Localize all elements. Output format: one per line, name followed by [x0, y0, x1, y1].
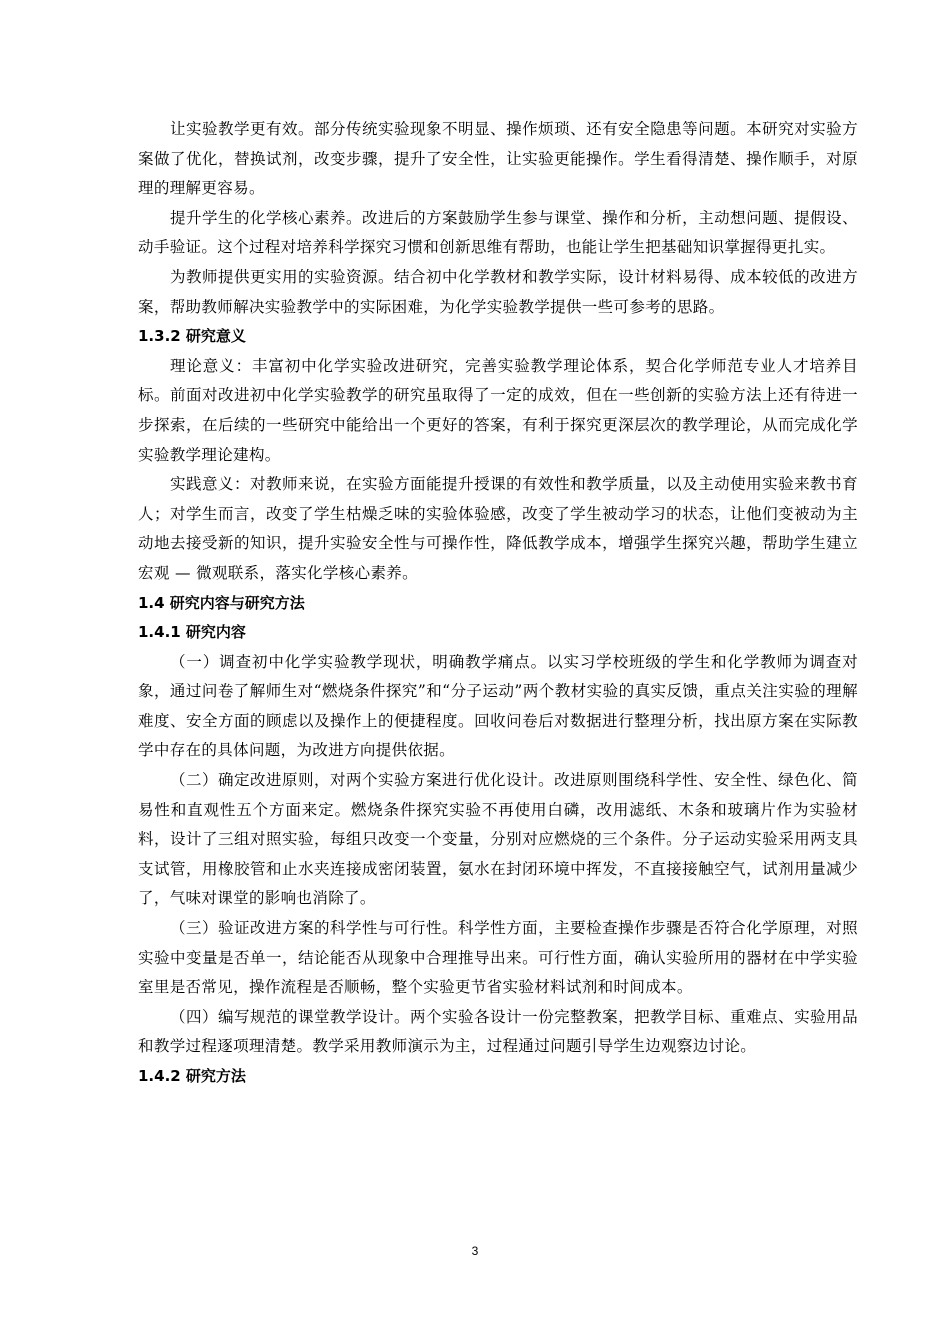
heading-1-4-2: 1.4.2 研究方法 [138, 1067, 246, 1085]
paragraph-content-4: （四）编写规范的课堂教学设计。两个实验各设计一份完整教案，把教学目标、重难点、实验用品和教学过程逐项理清楚。教学采用教师演示为主，过程通过问题引导学生边观察边讨论。 [138, 1007, 858, 1056]
paragraph-content-2: （二）确定改进原则，对两个实验方案进行优化设计。改进原则围绕科学性、安全性、绿色化、简易性和直观性五个方面来定。燃烧条件探究实验不再使用白磷，改用滤纸、木条和玻璃片作为实验材料，设计了三组对照实验，每组只改变一个变量，分别对应燃烧的三个条件。分子运动实验采用两支具支试管，用橡胶管和止水夹连接成密闭装置，氨水在封闭环境中挥发，不直接接触空气，试剂用量减少了，气味对课堂的影响也消除了。 [138, 771, 858, 908]
paragraph-effective-teaching: 让实验教学更有效。部分传统实验现象不明显、操作烦琐、还有安全隐患等问题。本研究对实验方案做了优化，替换试剂，改变步骤，提升了安全性，让实验更能操作。学生看得清楚、操作顺手，对原理的理解更容易。 [138, 120, 858, 198]
heading-1-4: 1.4 研究内容与研究方法 [138, 593, 305, 612]
heading-1-4-1: 1.4.1 研究内容 [138, 623, 246, 642]
paragraph-core-literacy: 提升学生的化学核心素养。改进后的方案鼓励学生参与课堂、操作和分析，主动想问题、提假设、动手验证。这个过程对培养科学探究习惯和创新思维有帮助，也能让学生把基础知识掌握得更扎实。 [138, 208, 858, 257]
paragraph-content-1: （一）调查初中化学实验教学现状，明确教学痛点。以实习学校班级的学生和化学教师为调查对象，通过问卷了解师生对“燃烧条件探究”和“分子运动”两个教材实验的真实反馈，重点关注实验的理解难度、安全方面的顾虑以及操作上的便捷程度。回收问卷后对数据进行整理分析，找出原方案在实际教学中存在的具体问题，为改进方向提供依据。 [138, 652, 858, 760]
page-number: 3 [471, 1244, 479, 1258]
document-page [138, 115, 858, 1092]
paragraph-content-3: （三）验证改进方案的科学性与可行性。科学性方面，主要检查操作步骤是否符合化学原理，对照实验中变量是否单一，结论能否从现象中合理推导出来。可行性方面，确认实验所用的器材在中学实验室里是否常见，操作流程是否顺畅，整个实验更节省实验材料试剂和时间成本。 [138, 919, 858, 997]
paragraph-teacher-resources: 为教师提供更实用的实验资源。结合初中化学教材和教学实际，设计材料易得、成本较低的改进方案，帮助教师解决实验教学中的实际困难，为化学实验教学提供一些可参考的思路。 [138, 267, 858, 316]
paragraph-practical-significance: 实践意义：对教师来说，在实验方面能提升授课的有效性和教学质量，以及主动使用实验来教书育人；对学生而言，改变了学生枯燥乏味的实验体验感，改变了学生被动学习的状态，让他们变被动为主动地去接受新的知识，提升实验安全性与可操作性，降低教学成本，增强学生探究兴趣，帮助学生建立宏观 — 微观联系，落实化学核心素养。 [138, 475, 858, 582]
paragraph-theoretical-significance: 理论意义：丰富初中化学实验改进研究，完善实验教学理论体系，契合化学师范专业人才培养目标。前面对改进初中化学实验教学的研究虽取得了一定的成效，但在一些创新的实验方法上还有待进一步探索，在后续的一些研究中能给出一个更好的答案，有利于探究更深层次的教学理论，从而完成化学实验教学理论建构。 [138, 356, 858, 464]
heading-1-3-2: 1.3.2 研究意义 [138, 327, 246, 346]
